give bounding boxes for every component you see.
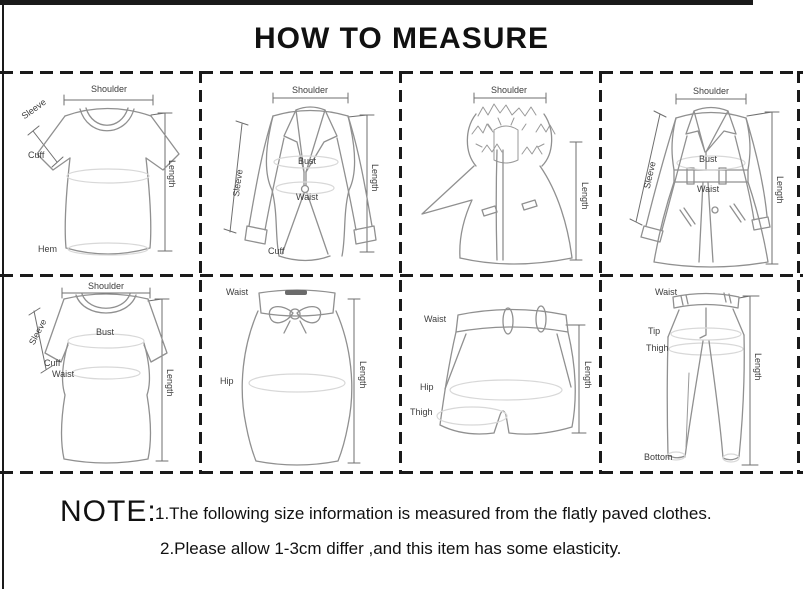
- label-shoulder: Shoulder: [490, 85, 528, 95]
- trench-coat-drawing: [602, 74, 799, 274]
- label-sleeve: Sleeve: [19, 96, 48, 122]
- label-bust: Bust: [298, 156, 317, 166]
- label-hem: Hem: [38, 244, 58, 254]
- note-line-1: 1.The following size information is measured from the flatly paved clothes.: [155, 504, 712, 523]
- label-sleeve: Sleeve: [26, 317, 49, 347]
- label-length: Length: [775, 176, 785, 204]
- fur-coat-drawing: [402, 74, 599, 274]
- label-waist: Waist: [52, 369, 75, 379]
- label-sleeve: Sleeve: [641, 160, 658, 190]
- label-bust: Bust: [699, 154, 718, 164]
- label-length: Length: [580, 182, 590, 210]
- page-title: HOW TO MEASURE: [253, 22, 550, 55]
- label-hip: Hip: [220, 376, 234, 386]
- pants-drawing: [602, 277, 799, 471]
- panel-blazer: [202, 74, 399, 274]
- panel-skirt: [202, 277, 399, 471]
- label-sleeve: Sleeve: [230, 168, 245, 198]
- label-bust: Bust: [96, 327, 115, 337]
- label-thigh: Thigh: [646, 343, 669, 353]
- label-tip: Tip: [648, 326, 661, 336]
- label-length: Length: [370, 164, 380, 192]
- panel-trench-coat: [602, 74, 799, 274]
- label-length: Length: [165, 369, 175, 397]
- label-shoulder: Shoulder: [291, 85, 329, 95]
- label-length: Length: [753, 353, 763, 381]
- panel-shorts: [402, 277, 600, 471]
- label-cuff: Cuff: [44, 358, 61, 368]
- label-shoulder: Shoulder: [87, 281, 125, 291]
- label-waist: Waist: [655, 287, 678, 297]
- label-length: Length: [167, 160, 177, 188]
- top-black-bar: [0, 0, 753, 5]
- note-line-2: 2.Please allow 1-3cm differ ,and this item has some elasticity.: [160, 539, 622, 558]
- label-hip: Hip: [420, 382, 434, 392]
- label-cuff: Cuff: [268, 246, 285, 256]
- panel-fur-coat: [402, 74, 599, 274]
- label-waist: Waist: [226, 287, 249, 297]
- panel-dress: [4, 277, 201, 471]
- skirt-drawing: [202, 277, 399, 471]
- panel-tshirt: [4, 74, 201, 274]
- panel-pants: [602, 277, 799, 471]
- label-bottom: Bottom: [644, 452, 673, 462]
- label-shoulder: Shoulder: [692, 86, 730, 96]
- label-waist: Waist: [424, 314, 447, 324]
- label-length: Length: [358, 361, 368, 389]
- note-heading: NOTE:: [60, 495, 157, 528]
- label-waist: Waist: [296, 192, 319, 202]
- label-thigh: Thigh: [410, 407, 433, 417]
- shorts-drawing: [402, 277, 600, 471]
- label-length: Length: [583, 361, 593, 389]
- label-cuff: Cuff: [28, 150, 45, 160]
- label-waist: Waist: [697, 184, 720, 194]
- label-shoulder: Shoulder: [90, 84, 128, 94]
